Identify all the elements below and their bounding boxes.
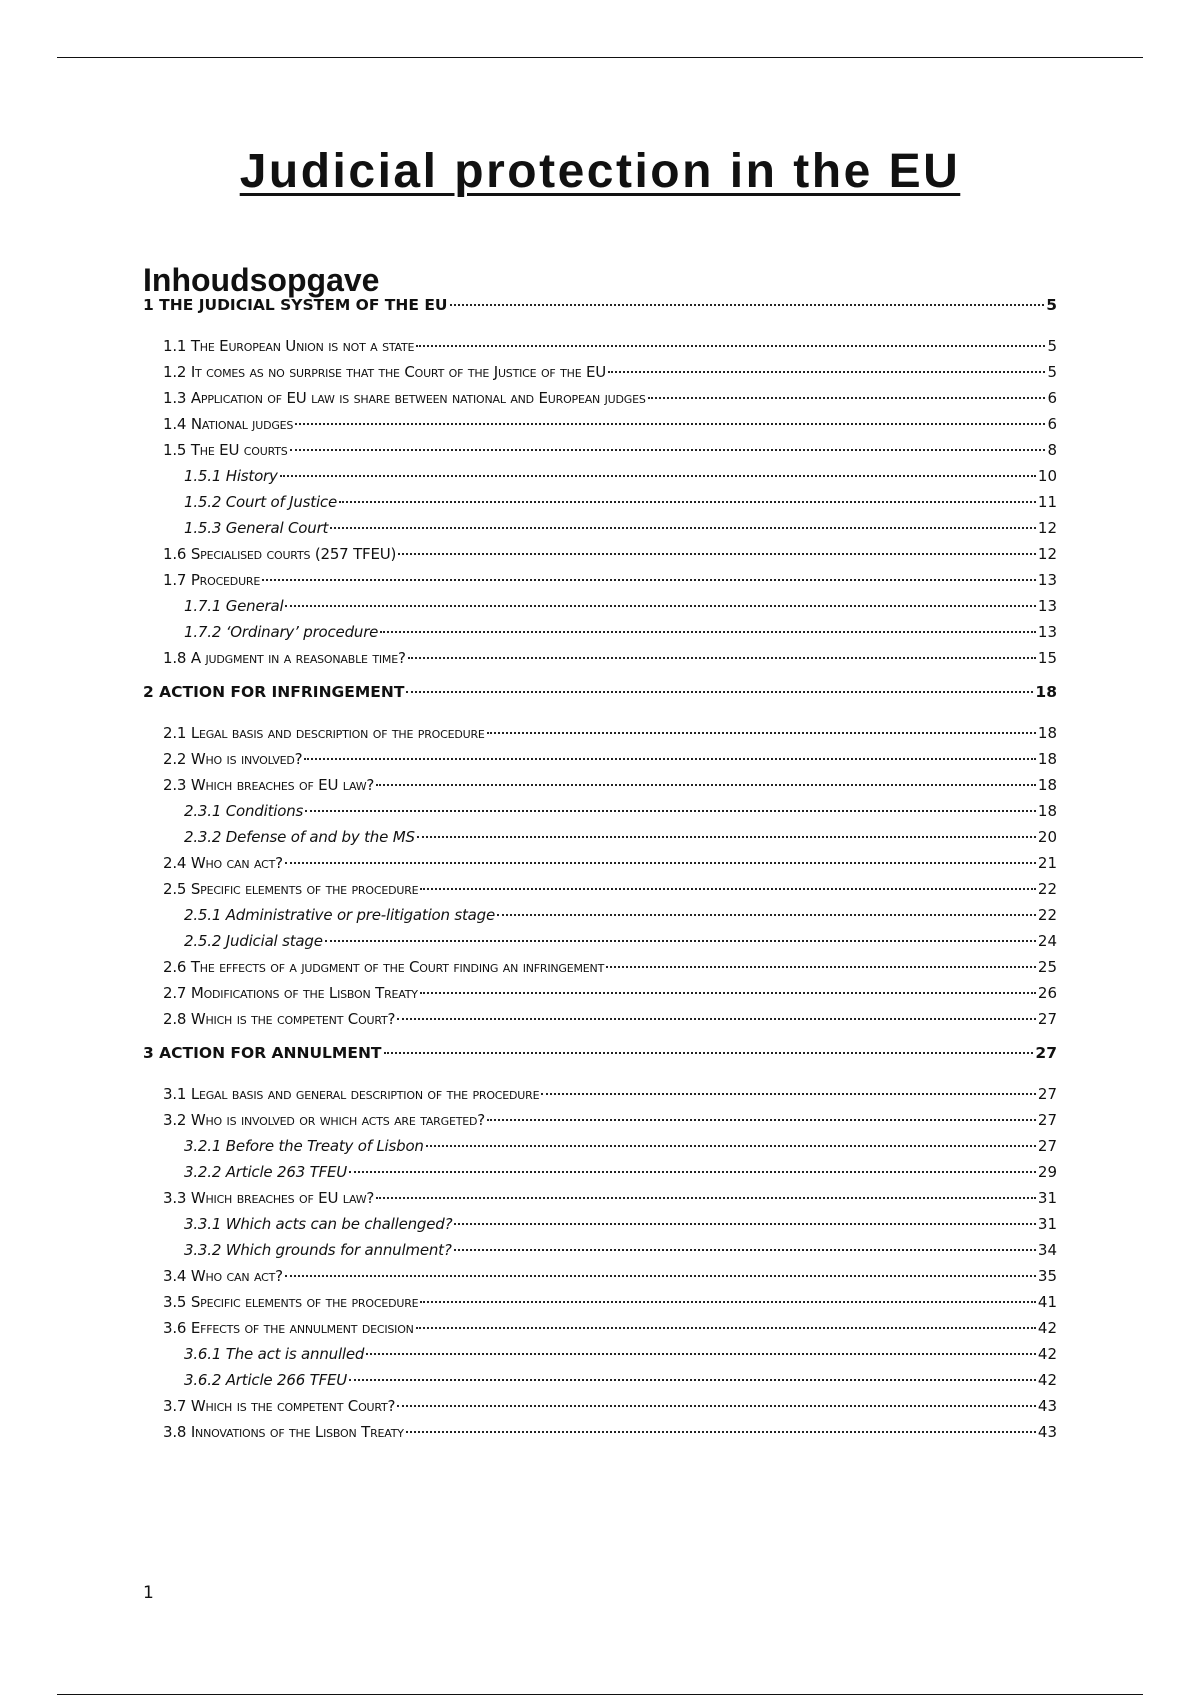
- toc-dot-leader: [608, 371, 1045, 373]
- toc-entry-title: 3.6 Effects of the annulment decision: [163, 1319, 414, 1337]
- toc-dot-leader: [262, 579, 1036, 581]
- toc-entry-page: 27: [1037, 1010, 1057, 1028]
- toc-dot-leader: [416, 1327, 1036, 1329]
- toc-entry[interactable]: [143, 385, 1057, 411]
- toc-entry[interactable]: [143, 515, 1057, 541]
- toc-entry-title: 2.1 Legal basis and description of the procedure: [163, 724, 485, 742]
- toc-entry[interactable]: [143, 645, 1057, 671]
- toc-entry-page: 42: [1037, 1319, 1057, 1337]
- toc-entry-title: 1.8 A judgment in a reasonable time?: [163, 649, 406, 667]
- toc-entry-title: 1.7.1 General: [184, 597, 284, 615]
- toc-dot-leader: [304, 758, 1035, 760]
- page-number: 1: [143, 1583, 154, 1603]
- toc-dot-leader: [339, 501, 1036, 503]
- toc-dot-leader: [380, 631, 1036, 633]
- toc-entry-page: 18: [1037, 750, 1057, 768]
- toc-entry-title: 1.5.1 History: [184, 467, 278, 485]
- toc-entry-title: 1.5 The EU courts: [163, 441, 288, 459]
- toc-dot-leader: [497, 914, 1036, 916]
- toc-entry-title: 1.5.2 Court of Justice: [184, 493, 338, 511]
- toc-entry[interactable]: [143, 824, 1057, 850]
- toc-entry-title: 3.2.1 Before the Treaty of Lisbon: [184, 1137, 424, 1155]
- toc-entry-title: 3.3 Which breaches of EU law?: [163, 1189, 375, 1207]
- toc-entry-page: 20: [1037, 828, 1057, 846]
- toc-entry-title: 3.4 Who can act?: [163, 1267, 283, 1285]
- toc-entry-page: 18: [1035, 683, 1057, 701]
- toc-entry-title: 1.6 Specialised courts (257 TFEU): [163, 545, 397, 563]
- toc-entry-page: 21: [1037, 854, 1057, 872]
- toc-entry-title: 3.6.1 The act is annulled: [184, 1345, 365, 1363]
- toc-dot-leader: [330, 527, 1036, 529]
- toc-entry[interactable]: [143, 593, 1057, 619]
- toc-entry-page: 11: [1037, 493, 1057, 511]
- toc-entry-title: 2.8 Which is the competent Court?: [163, 1010, 396, 1028]
- toc-entry[interactable]: [143, 928, 1057, 954]
- toc-entry[interactable]: [143, 1393, 1057, 1419]
- toc-dot-leader: [349, 1379, 1036, 1381]
- toc-entry-page: 6: [1047, 415, 1057, 433]
- toc-dot-leader: [487, 732, 1036, 734]
- toc-entry-title: 2.5.2 Judicial stage: [184, 932, 323, 950]
- toc-entry-page: 27: [1037, 1137, 1057, 1155]
- toc-entry-page: 35: [1037, 1267, 1057, 1285]
- toc-entry-title: 1.1 The European Union is not a state: [163, 337, 415, 355]
- toc-entry-title: 2.2 Who is involved?: [163, 750, 303, 768]
- toc-dot-leader: [285, 605, 1035, 607]
- toc-entry[interactable]: [143, 902, 1057, 928]
- toc-dot-leader: [397, 1018, 1036, 1020]
- toc-dot-leader: [398, 553, 1036, 555]
- toc-entry-page: 31: [1037, 1189, 1057, 1207]
- toc-entry[interactable]: [143, 1133, 1057, 1159]
- toc-dot-leader: [648, 397, 1046, 399]
- toc-entry-page: 42: [1037, 1371, 1057, 1389]
- toc-entry[interactable]: [143, 567, 1057, 593]
- toc-dot-leader: [384, 1052, 1034, 1054]
- toc-entry-title: 1 THE JUDICIAL SYSTEM OF THE EU: [143, 296, 448, 314]
- toc-entry[interactable]: [143, 850, 1057, 876]
- toc-dot-leader: [487, 1119, 1036, 1121]
- toc-entry[interactable]: [143, 798, 1057, 824]
- toc-dot-leader: [420, 1301, 1036, 1303]
- toc-dot-leader: [295, 423, 1045, 425]
- toc-dot-leader: [454, 1223, 1036, 1225]
- toc-entry-page: 13: [1037, 571, 1057, 589]
- toc-dot-leader: [349, 1171, 1036, 1173]
- toc-heading: Inhoudsopgave: [143, 262, 380, 298]
- toc-entry-page: 6: [1047, 389, 1057, 407]
- toc-entry[interactable]: [143, 411, 1057, 437]
- toc-entry-title: 3.5 Specific elements of the procedure: [163, 1293, 419, 1311]
- toc-entry-page: 42: [1037, 1345, 1057, 1363]
- toc-dot-leader: [454, 1249, 1036, 1251]
- toc-entry-title: 2.5.1 Administrative or pre-litigation stage: [184, 906, 496, 924]
- toc-entry-page: 26: [1037, 984, 1057, 1002]
- toc-entry[interactable]: [143, 1185, 1057, 1211]
- toc-entry[interactable]: [143, 746, 1057, 772]
- toc-entry-title: 3.3.1 Which acts can be challenged?: [184, 1215, 453, 1233]
- toc-entry[interactable]: [143, 720, 1057, 746]
- toc-entry[interactable]: [143, 1040, 1057, 1066]
- toc-dot-leader: [285, 862, 1036, 864]
- toc-entry-page: 8: [1047, 441, 1057, 459]
- toc-entry[interactable]: [143, 1263, 1057, 1289]
- toc-entry-page: 25: [1037, 958, 1057, 976]
- toc-entry[interactable]: [143, 1367, 1057, 1393]
- toc-entry-page: 13: [1037, 623, 1057, 641]
- toc-entry-title: 3.7 Which is the competent Court?: [163, 1397, 396, 1415]
- toc-entry-page: 27: [1037, 1085, 1057, 1103]
- toc-entry[interactable]: [143, 679, 1057, 705]
- toc-entry-title: 2.5 Specific elements of the procedure: [163, 880, 419, 898]
- toc-entry-page: 34: [1037, 1241, 1057, 1259]
- toc-entry-title: 1.2 It comes as no surprise that the Court of the Justice of the EU: [163, 363, 607, 381]
- toc-entry[interactable]: [143, 1006, 1057, 1032]
- toc-dot-leader: [420, 888, 1036, 890]
- toc-entry-title: 1.3 Application of EU law is share between national and European judges: [163, 389, 646, 407]
- toc-entry[interactable]: [143, 1107, 1057, 1133]
- toc-entry[interactable]: [143, 619, 1057, 645]
- toc-dot-leader: [290, 449, 1046, 451]
- toc-entry[interactable]: [143, 1289, 1057, 1315]
- toc-entry[interactable]: [143, 437, 1057, 463]
- toc-dot-leader: [416, 345, 1045, 347]
- toc-entry-page: 5: [1047, 337, 1057, 355]
- toc-dot-leader: [305, 810, 1036, 812]
- toc-dot-leader: [376, 784, 1036, 786]
- toc-entry-page: 13: [1037, 597, 1057, 615]
- toc-entry-page: 27: [1037, 1111, 1057, 1129]
- toc-entry[interactable]: [143, 1315, 1057, 1341]
- toc-entry[interactable]: [143, 1211, 1057, 1237]
- toc-entry[interactable]: [143, 876, 1057, 902]
- toc-entry-title: 2.7 Modifications of the Lisbon Treaty: [163, 984, 418, 1002]
- toc-dot-leader: [408, 657, 1036, 659]
- toc-entry-page: 10: [1037, 467, 1057, 485]
- toc-dot-leader: [406, 1431, 1036, 1433]
- toc-entry-title: 1.5.3 General Court: [184, 519, 329, 537]
- toc-entry-page: 24: [1037, 932, 1057, 950]
- toc-entry-page: 31: [1037, 1215, 1057, 1233]
- toc-entry-page: 18: [1037, 776, 1057, 794]
- toc-dot-leader: [541, 1093, 1036, 1095]
- toc-entry-title: 3.2.2 Article 263 TFEU: [184, 1163, 348, 1181]
- toc-dot-leader: [420, 992, 1036, 994]
- toc-entry[interactable]: [143, 1081, 1057, 1107]
- toc-entry-title: 3.1 Legal basis and general description of the procedure: [163, 1085, 540, 1103]
- toc-dot-leader: [280, 475, 1036, 477]
- toc-dot-leader: [325, 940, 1036, 942]
- toc-entry-page: 27: [1035, 1044, 1057, 1062]
- header-rule: [57, 57, 1143, 58]
- toc-dot-leader: [417, 836, 1036, 838]
- toc-entry-title: 3 ACTION FOR ANNULMENT: [143, 1044, 382, 1062]
- toc-entry-title: 1.4 National judges: [163, 415, 294, 433]
- toc-dot-leader: [366, 1353, 1036, 1355]
- toc-entry[interactable]: [143, 359, 1057, 385]
- toc-entry-page: 5: [1047, 363, 1057, 381]
- toc-entry-page: 18: [1037, 724, 1057, 742]
- toc-entry-page: 5: [1046, 296, 1057, 314]
- footer-rule: [57, 1694, 1143, 1695]
- toc-entry-title: 3.8 Innovations of the Lisbon Treaty: [163, 1423, 404, 1441]
- toc-entry-title: 3.2 Who is involved or which acts are targeted?: [163, 1111, 486, 1129]
- toc-entry[interactable]: [143, 1419, 1057, 1445]
- toc-entry-title: 2.3.1 Conditions: [184, 802, 304, 820]
- toc-entry-title: 2 ACTION FOR INFRINGEMENT: [143, 683, 405, 701]
- toc-entry-page: 15: [1037, 649, 1057, 667]
- toc-entry-page: 22: [1037, 906, 1057, 924]
- toc-dot-leader: [450, 304, 1045, 306]
- toc-entry[interactable]: [143, 489, 1057, 515]
- toc-entry[interactable]: [143, 292, 1057, 318]
- toc-entry[interactable]: [143, 954, 1057, 980]
- toc-entry-page: 18: [1037, 802, 1057, 820]
- toc-dot-leader: [376, 1197, 1036, 1199]
- toc-dot-leader: [406, 691, 1033, 693]
- toc-entry-page: 22: [1037, 880, 1057, 898]
- toc-entry[interactable]: [143, 772, 1057, 798]
- toc-dot-leader: [426, 1145, 1036, 1147]
- toc-entry[interactable]: [143, 1341, 1057, 1367]
- toc-entry-title: 1.7 Procedure: [163, 571, 261, 589]
- toc-entry[interactable]: [143, 463, 1057, 489]
- toc-entry[interactable]: [143, 1159, 1057, 1185]
- toc-entry-page: 12: [1037, 519, 1057, 537]
- toc-dot-leader: [397, 1405, 1036, 1407]
- toc-dot-leader: [285, 1275, 1036, 1277]
- toc-entry-title: 2.3.2 Defense of and by the MS: [184, 828, 415, 846]
- toc-entry-page: 29: [1037, 1163, 1057, 1181]
- toc-entry[interactable]: [143, 1237, 1057, 1263]
- toc-entry[interactable]: [143, 980, 1057, 1006]
- toc-entry-title: 3.3.2 Which grounds for annulment?: [184, 1241, 452, 1259]
- toc-entry-page: 43: [1037, 1423, 1057, 1441]
- document-title: [0, 142, 1200, 202]
- toc-dot-leader: [606, 966, 1036, 968]
- document-title-text: Judicial protection in the EU: [239, 145, 961, 198]
- toc-entry-title: 1.7.2 ‘Ordinary’ procedure: [184, 623, 379, 641]
- toc-entry[interactable]: [143, 333, 1057, 359]
- toc-entry-page: 12: [1037, 545, 1057, 563]
- toc-entry-page: 41: [1037, 1293, 1057, 1311]
- toc-entry-title: 2.6 The effects of a judgment of the Court finding an infringement: [163, 958, 605, 976]
- toc-entry-title: 3.6.2 Article 266 TFEU: [184, 1371, 348, 1389]
- toc-entry[interactable]: [143, 541, 1057, 567]
- toc-entry-page: 43: [1037, 1397, 1057, 1415]
- toc-entry-title: 2.3 Which breaches of EU law?: [163, 776, 375, 794]
- toc-entry-title: 2.4 Who can act?: [163, 854, 283, 872]
